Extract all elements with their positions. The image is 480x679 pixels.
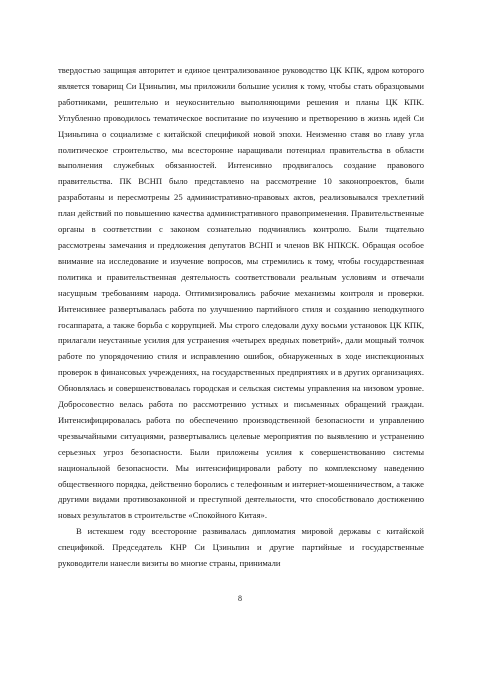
page-number: 8: [238, 594, 242, 603]
paragraph-1: твердостью защищая авторитет и единое централизованное руководство ЦК КПК, ядром которого является товарищ Си Цзиньпин, мы приложили большие усилия к тому, чтобы стать образцовыми работниками, решительно и неукоснительно выполняющими решения и планы ЦК КПК. Углубленно проводилось тематическое воспитание по изучению и претворению в жизнь идей Си Цзиньпина о социализме с китайской спецификой новой эпохи. Неизменно ставя во главу угла политическое строительство, мы всесторонне наращивали потенциал правительства в области выполнения служебных обязанностей. Интенсивно продвигалось создание правового правительства. ПК ВСНП было представлено на рассмотрение 10 законопроектов, были разработаны и пересмотрены 25 административно-правовых актов, реализовывался трехлетний план действий по повышению качества административного правоприменения. Правительственные органы в соответствии с законом сознательно подчинялись контролю. Были тщательно рассмотрены замечания и предложения депутатов ВСНП и членов ВК НПКСК. Обращая особое внимание на исследование и изучение вопросов, мы стремились к тому, чтобы государственная политика и правительственная деятельность соответствовали реальным условиям и отвечали насущным требованиям народа. Оптимизировались рабочие механизмы контроля и проверки. Интенсивнее развертывалась работа по улучшению партийного стиля и созданию неподкупного госаппарата, а также борьба с коррупцией. Мы строго следовали духу восьми установок ЦК КПК, прилагали неустанные усилия для устранения «четырех вредных поветрий», дали мощный толчок работе по упорядочению стиля и исправлению ошибок, обнаруженных в ходе инспекционных проверок в финансовых учреждениях, на государственных предприятиях и в других организациях. Обновлялась и совершенствовалась городская и сельская системы управления на низовом уровне. Добросовестно велась работа по рассмотрению устных и письменных обращений граждан. Интенсифицировалась работа по обеспечению производственной безопасности и управлению чрезвычайными ситуациями, развертывались целевые мероприятия по выявлению и устранению серьезных угроз безопасности. Были приложены усилия к совершенствованию системы национальной безопасности. Мы интенсифицировали работу по комплексному наведению общественного порядка, действенно боролись с телефонным и интернет-мошенничеством, а также другими видами противозаконной и преступной деятельности, что способствовало достижению новых результатов в строительстве «Спокойного Китая».: [58, 65, 424, 521]
paragraph-2: В истекшем году всесторонне развивалась дипломатия мировой державы с китайской спецификой. Председатель КНР Си Цзиньпин и другие партийные и государственные руководители нанесли визиты во многие страны, принимали: [58, 526, 424, 569]
